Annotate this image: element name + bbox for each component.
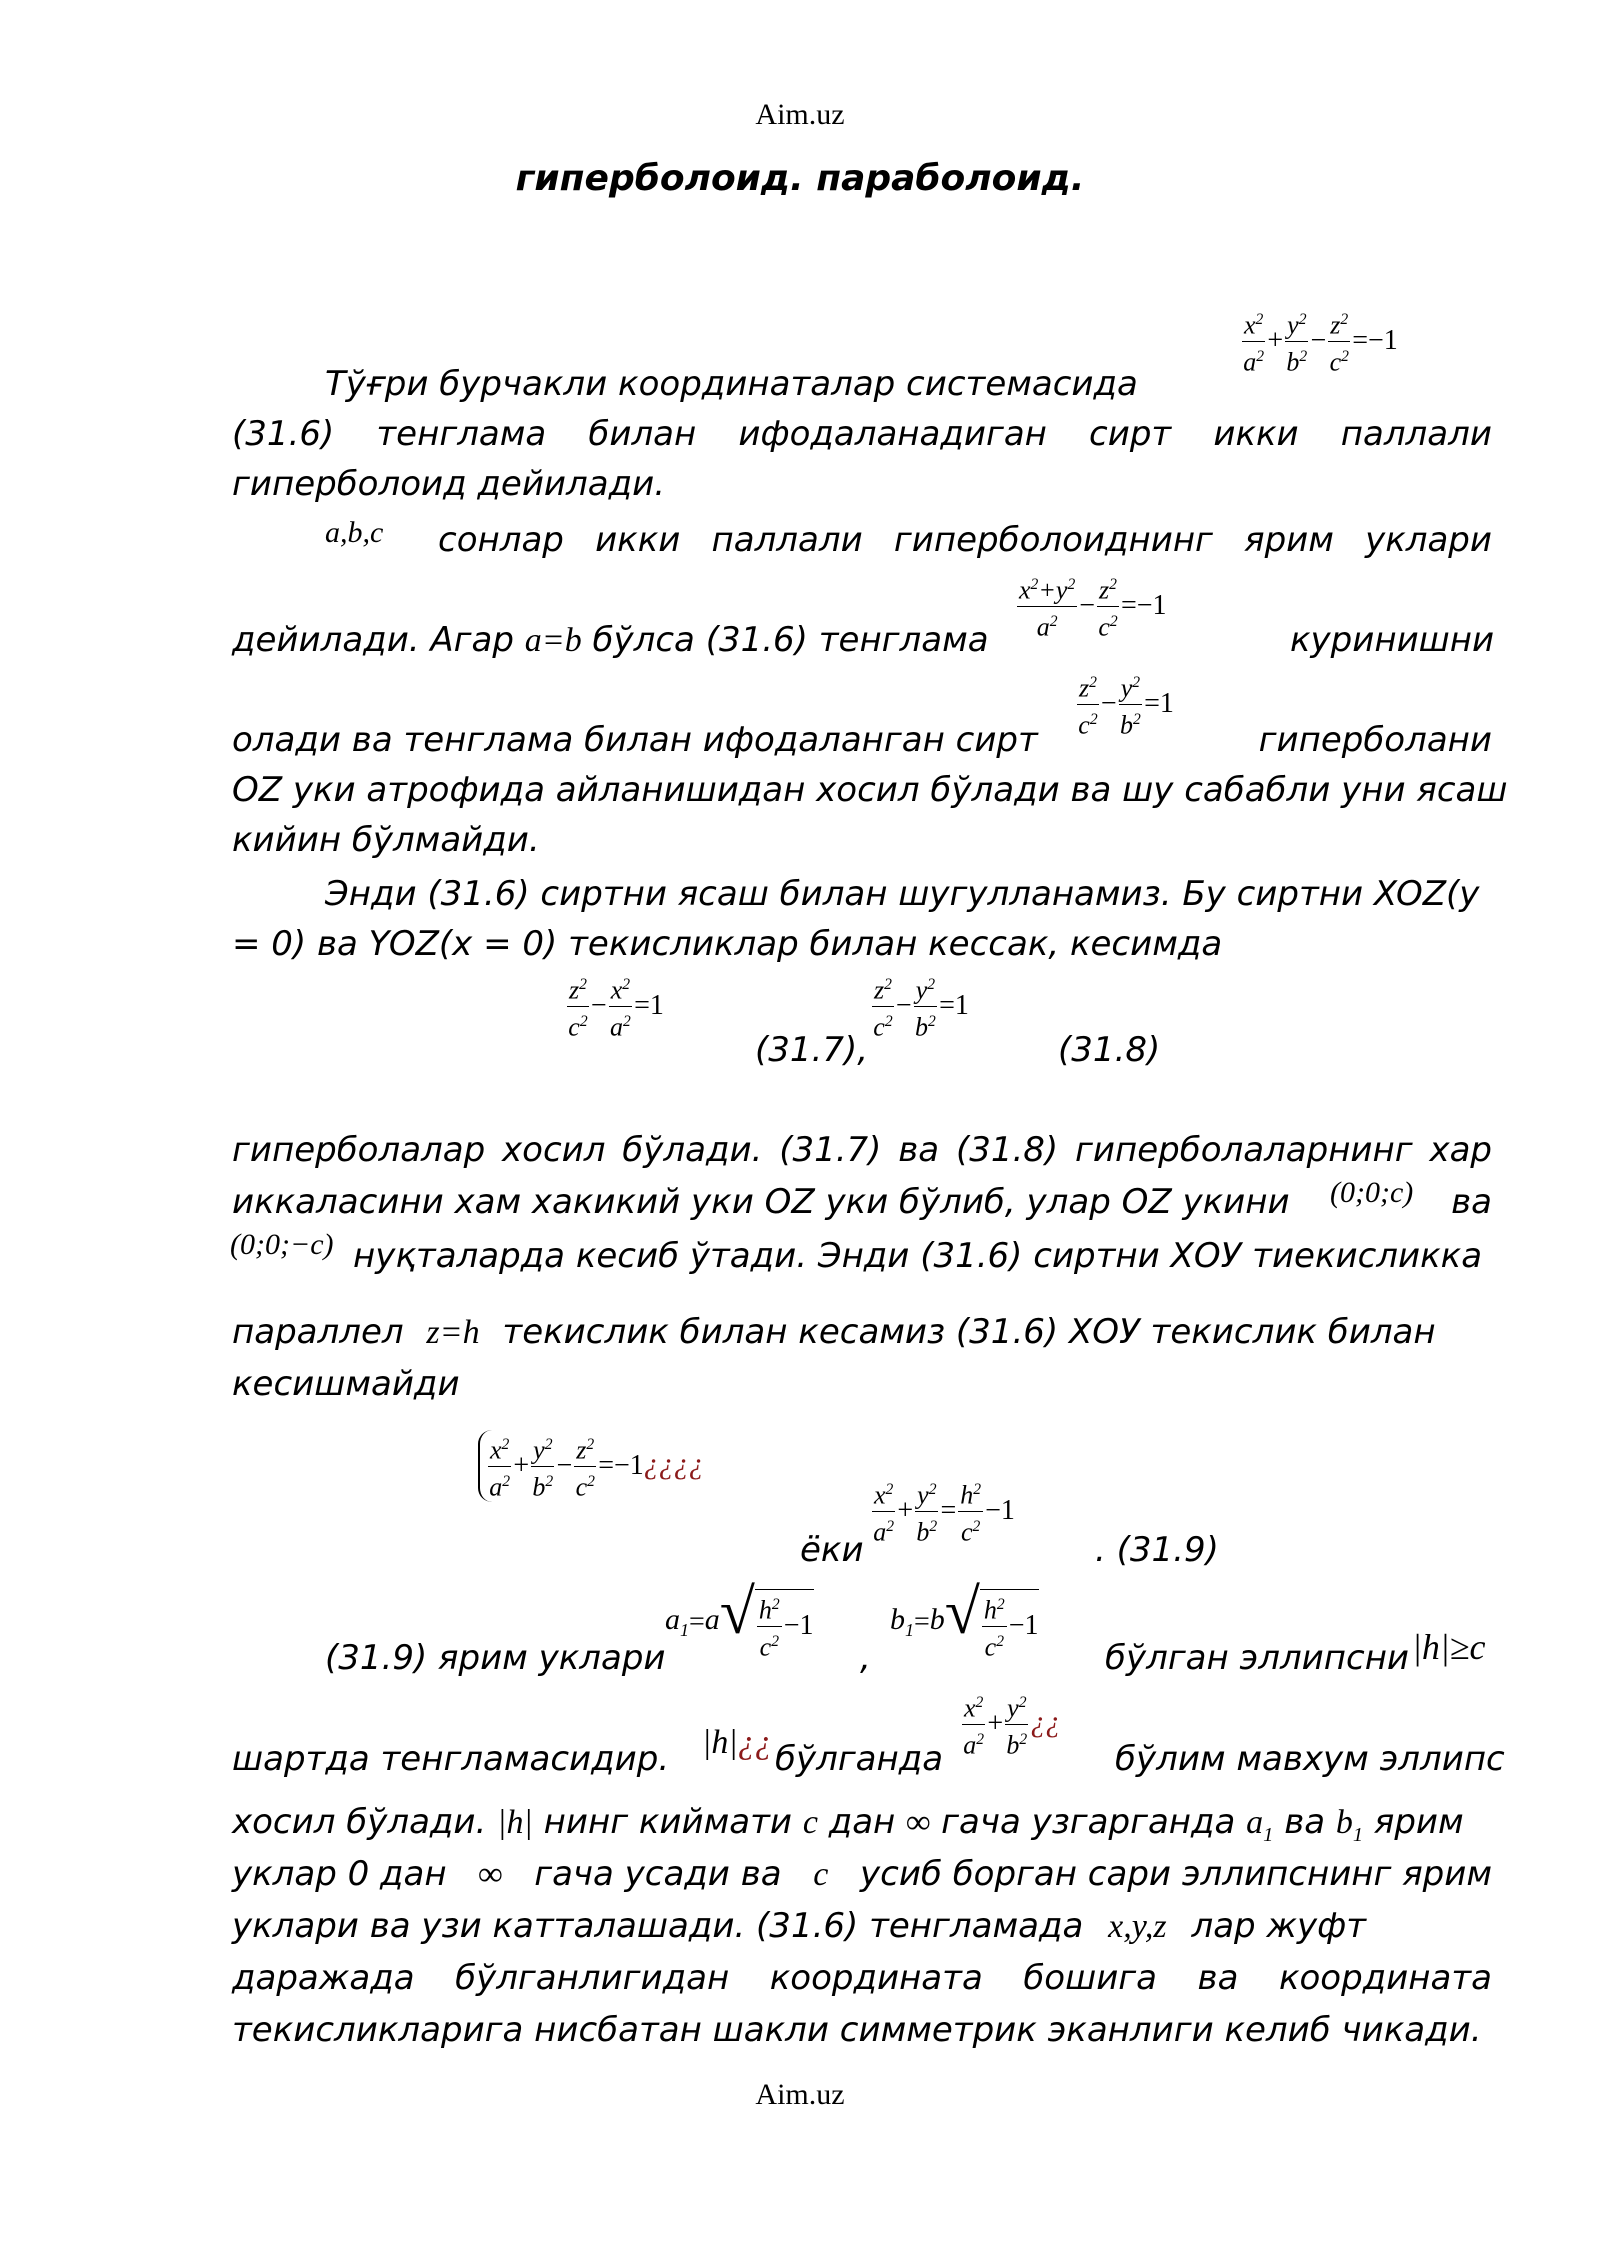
word: гиперболоиднинг: [893, 520, 1213, 560]
word: хосил: [502, 1130, 606, 1170]
text: дан: [828, 1802, 896, 1842]
para2-line4: OZ уки атрофида айланишидан хосил бўлади ва шу сабабли уни ясаш: [232, 770, 1508, 810]
para1-line1: Тўғри бурчакли координаталар системасида: [325, 364, 1138, 404]
para4-line2: иккаласини хам хакикий уки OZ уки бўлиб, улар OZ укини: [232, 1182, 1290, 1222]
var-c: c: [802, 1804, 818, 1841]
word: гиперболалар: [232, 1130, 486, 1170]
word: хар: [1429, 1130, 1492, 1170]
word: ярим: [1244, 520, 1334, 560]
para2-line1: [438, 518, 1492, 562]
render-artifact: ¿¿¿¿: [643, 1447, 704, 1481]
para2-line5: кийин бўлмайди.: [232, 820, 540, 860]
text: уклари ва узи катталашади. (31.6) тенгламада: [232, 1906, 1084, 1946]
word: ва: [898, 1130, 940, 1170]
text: хосил бўлади.: [232, 1802, 487, 1842]
para1-line3: гиперболоид дейилади.: [232, 464, 666, 504]
abs-h: |h|: [497, 1804, 533, 1841]
para4-line1: [232, 1128, 1492, 1172]
para5-line3: [232, 1800, 1492, 1857]
para5-line7: текисликларига нисбатан шакли симметрик эканлиги келиб чикади.: [232, 2010, 1482, 2050]
word: бўлади.: [622, 1130, 763, 1170]
var-a1: $a_1$: [1246, 1804, 1274, 1846]
word: сирт: [1089, 414, 1172, 454]
para5-line4: [232, 1852, 1492, 1897]
word: (31.8): [955, 1130, 1059, 1170]
word: даражада: [232, 1958, 415, 1998]
infinity: ∞: [478, 1856, 503, 1893]
word: (31.6): [232, 414, 335, 454]
word: уклари: [1365, 520, 1492, 560]
para5-line2-b: бўлганда: [775, 1739, 944, 1779]
vars-abc: a,b,c: [325, 516, 384, 549]
para4-line3: нуқталарда кесиб ўтади. Энди (31.6) сиртни ХОУ тиекисликка: [353, 1236, 1483, 1276]
equation-system: $\frac{x^2}{a^2}$ + $\frac{y^2}{b^2}$ − $\frac{z^2}{c^2}$ =−1¿¿¿¿: [478, 1430, 704, 1502]
var-b1: $b_1$: [1335, 1804, 1364, 1846]
equation-hyperbola-zy: $\frac{z^2}{c^2}$ − $\frac{y^2}{b^2}$ =1: [1075, 668, 1174, 740]
eq-31-8-label: (31.8): [1058, 1030, 1161, 1070]
para5-line6: [232, 1956, 1492, 2000]
text: гача узгарганда: [941, 1802, 1236, 1842]
equation-31-7: $\frac{z^2}{c^2}$ − $\frac{x^2}{a^2}$ =1: [565, 970, 664, 1042]
para5-line1-b: бўлган эллипсни: [1105, 1638, 1410, 1678]
word: ва: [1197, 1958, 1239, 1998]
para2-line3: олади ва тенглама билан ифодаланган сирт: [232, 720, 1038, 760]
para2-line3-end: гиперболани: [1258, 720, 1492, 760]
word: ифодаланадиган: [738, 414, 1047, 454]
word: паллали: [1340, 414, 1492, 454]
text: уклар 0 дан: [232, 1854, 447, 1894]
text: нинг киймати: [543, 1802, 792, 1842]
page-footer: Aim.uz: [755, 2078, 845, 2111]
condition-abs-h-ge-c: |h|≥c: [1412, 1627, 1486, 1667]
var-c: c: [813, 1856, 829, 1893]
semi-axis-b1: $b_1=b√$ $\frac{h^2}{c^2}$ −1: [890, 1576, 1039, 1662]
word: паллали: [711, 520, 863, 560]
infinity: ∞: [906, 1804, 931, 1841]
text: ва: [1284, 1802, 1326, 1842]
condition-z-eq-h: z=h: [426, 1314, 480, 1351]
page-title: гиперболоид. параболоид.: [515, 158, 1085, 199]
word: тенглама: [376, 414, 547, 454]
text: лар жуфт: [1191, 1906, 1367, 1946]
word: (31.7): [779, 1130, 882, 1170]
comma: ,: [860, 1638, 871, 1678]
para3-line1: Энди (31.6) сиртни ясаш билан шугулланамиз. Бу сиртни XOZ(y: [325, 874, 1480, 914]
para1-line2: [232, 412, 1492, 456]
para5-line1: (31.9) ярим уклари: [325, 1638, 666, 1678]
word: гиперболаларнинг: [1075, 1130, 1413, 1170]
point-0-0-c: (0;0;c): [1330, 1176, 1414, 1209]
eq-31-9-label: . (31.9): [1095, 1530, 1219, 1570]
word: икки: [595, 520, 681, 560]
text: ярим: [1373, 1802, 1464, 1842]
word: координата: [1278, 1958, 1492, 1998]
equation-rotation: $\frac{x^2+y^2}{a^2}$ − $\frac{z^2}{c^2}$ =−1: [1015, 570, 1167, 642]
text: усиб борган сари эллипснинг ярим: [860, 1854, 1492, 1894]
equation-31-8: $\frac{z^2}{c^2}$ − $\frac{y^2}{b^2}$ =1: [870, 970, 969, 1042]
equation-ellipse-section: $\frac{x^2}{a^2}$ + $\frac{y^2}{b^2}$ = $\frac{h^2}{c^2}$ −1: [870, 1475, 1015, 1547]
semi-axis-a1: $a_1=a√$ $\frac{h^2}{c^2}$ −1: [665, 1576, 814, 1662]
point-0-0-minus-c: (0;0;−c): [230, 1228, 334, 1261]
equation-imaginary: $\frac{x^2}{a^2}$ + $\frac{y^2}{b^2}$ ¿¿: [960, 1688, 1060, 1760]
condition-abs-h-junk: |h|¿¿: [702, 1724, 772, 1761]
vars-xyz: x,y,z: [1108, 1908, 1167, 1945]
text: текислик билан кесамиз (31.6) ХОУ текислик билан: [502, 1312, 1436, 1352]
condition-a-eq-b: a=b: [524, 622, 582, 659]
para2-line2-end: куринишни: [1290, 620, 1495, 660]
text: бўлса (31.6) тенглама: [592, 620, 989, 660]
text: гача усади ва: [534, 1854, 782, 1894]
page-header: Aim.uz: [755, 98, 845, 131]
word: икки: [1213, 414, 1299, 454]
text: дейилади. Агар: [232, 620, 514, 660]
word: бўлганлигидан: [455, 1958, 730, 1998]
para3-line2: = 0) ва YOZ(x = 0) текисликлар билан кессак, кесимда: [232, 924, 1223, 964]
word: сонлар: [438, 520, 564, 560]
para4-line5: кесишмайди: [232, 1364, 460, 1404]
or-word: ёки: [800, 1530, 864, 1570]
para4-line2-end: ва: [1451, 1182, 1492, 1222]
para4-line4: [232, 1310, 1492, 1355]
word: бошига: [1023, 1958, 1157, 1998]
render-artifact: ¿¿: [737, 1724, 772, 1761]
equation-31-6: $\frac{x^2}{a^2}$ + $\frac{y^2}{b^2}$ − $\frac{z^2}{c^2}$ =−1: [1240, 305, 1398, 377]
text: параллел: [232, 1312, 404, 1352]
word: билан: [588, 414, 697, 454]
para5-line2: шартда тенгламасидир.: [232, 1739, 670, 1779]
eq-31-7-label: (31.7),: [755, 1030, 869, 1070]
para5-line5: [232, 1904, 1492, 1949]
para5-line2-c: бўлим мавхум эллипс: [1115, 1739, 1505, 1779]
render-artifact: ¿¿: [1030, 1705, 1061, 1739]
word: координата: [769, 1958, 983, 1998]
